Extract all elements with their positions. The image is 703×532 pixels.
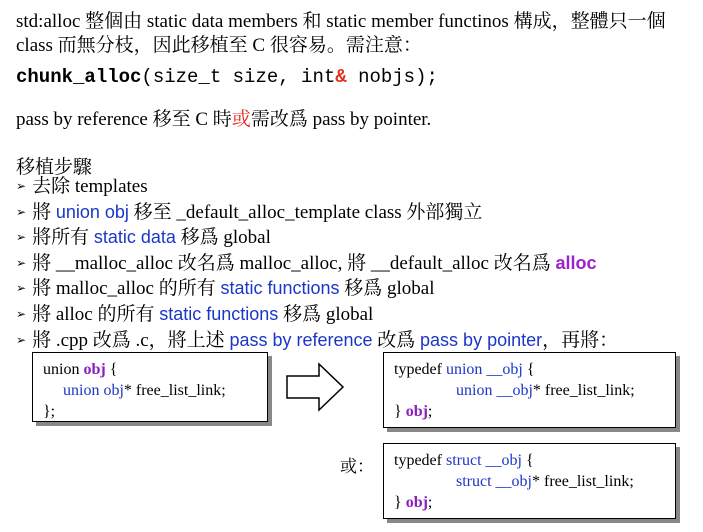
bullet-arrow-icon: ➢ (16, 230, 27, 245)
bullet-arrow-icon: ➢ (16, 306, 27, 321)
note-red-char: 或 (231, 109, 251, 130)
list-item (16, 277, 618, 303)
list-item (16, 329, 618, 355)
step-text: 移至 _default_alloc_template class 外部獨立 (128, 201, 483, 223)
code-box-typedef-union (383, 352, 676, 428)
bullet-arrow-icon: ➢ (16, 281, 27, 296)
function-name: chunk_alloc (16, 66, 142, 88)
code-line: } obj; (394, 494, 433, 511)
code-line: }; (43, 403, 56, 420)
step-text: 將 __malloc_alloc 改名爲 malloc_alloc, 將 __default_alloc 改名爲 (32, 252, 556, 274)
note-pre: pass by reference 移至 C 時 (16, 109, 232, 130)
step-text: 移爲 global (278, 303, 374, 325)
step-text: 將 (32, 201, 56, 223)
step-text: 移爲 global (339, 278, 435, 300)
list-item (16, 252, 618, 278)
code-line: typedef struct __obj { (394, 452, 534, 469)
list-item (16, 303, 618, 329)
step-highlight: static functions (159, 303, 279, 324)
step-text: 去除 templates (32, 176, 148, 197)
steps-heading: 移植步驟 (16, 157, 93, 178)
list-item (16, 201, 618, 227)
code-args-pre: (size_t size, int (141, 66, 336, 88)
steps-list (16, 175, 618, 354)
code-line: union obj { (43, 361, 118, 378)
step-highlight: pass by reference (229, 329, 373, 350)
list-item (16, 226, 618, 252)
code-signature (16, 66, 438, 88)
code-args-post: nobjs); (346, 66, 438, 88)
step-text: 將 alloc 的所有 (32, 303, 160, 325)
step-text: 移爲 global (175, 227, 271, 249)
step-highlight: static functions (220, 278, 340, 299)
step-text: ，再將： (542, 329, 619, 351)
step-text: 將 .cpp 改爲 .c，將上述 (32, 329, 230, 351)
intro-paragraph: std:alloc 整個由 static data members 和 static member functinos 構成，整體只一個 class 而無分枝，因此移植至 C 很容易。需注意： (16, 11, 666, 56)
code-box-typedef-struct (383, 443, 676, 519)
step-text: 將 malloc_alloc 的所有 (32, 278, 221, 300)
code-line: union obj* free_list_link; (63, 382, 226, 399)
code-line: union __obj* free_list_link; (456, 382, 635, 399)
list-item (16, 175, 618, 201)
right-arrow-icon (285, 362, 347, 412)
note-line (16, 104, 431, 131)
code-line: struct __obj* free_list_link; (456, 473, 634, 490)
step-highlight: union obj (55, 201, 129, 222)
or-label: 或： (340, 457, 374, 476)
step-highlight: pass by pointer (420, 329, 543, 350)
bullet-arrow-icon: ➢ (16, 332, 27, 347)
step-highlight: alloc (555, 252, 597, 273)
bullet-arrow-icon: ➢ (16, 255, 27, 270)
code-ampersand: & (335, 66, 347, 88)
bullet-arrow-icon: ➢ (16, 204, 27, 219)
bullet-arrow-icon: ➢ (16, 179, 27, 193)
step-highlight: static data (93, 227, 176, 248)
step-text: 將所有 (32, 227, 94, 249)
note-post: 需改爲 pass by pointer. (250, 109, 432, 130)
code-box-union-obj (32, 352, 268, 422)
code-line: } obj; (394, 403, 433, 420)
code-line: typedef union __obj { (394, 361, 535, 378)
step-text: 改爲 (372, 329, 421, 351)
